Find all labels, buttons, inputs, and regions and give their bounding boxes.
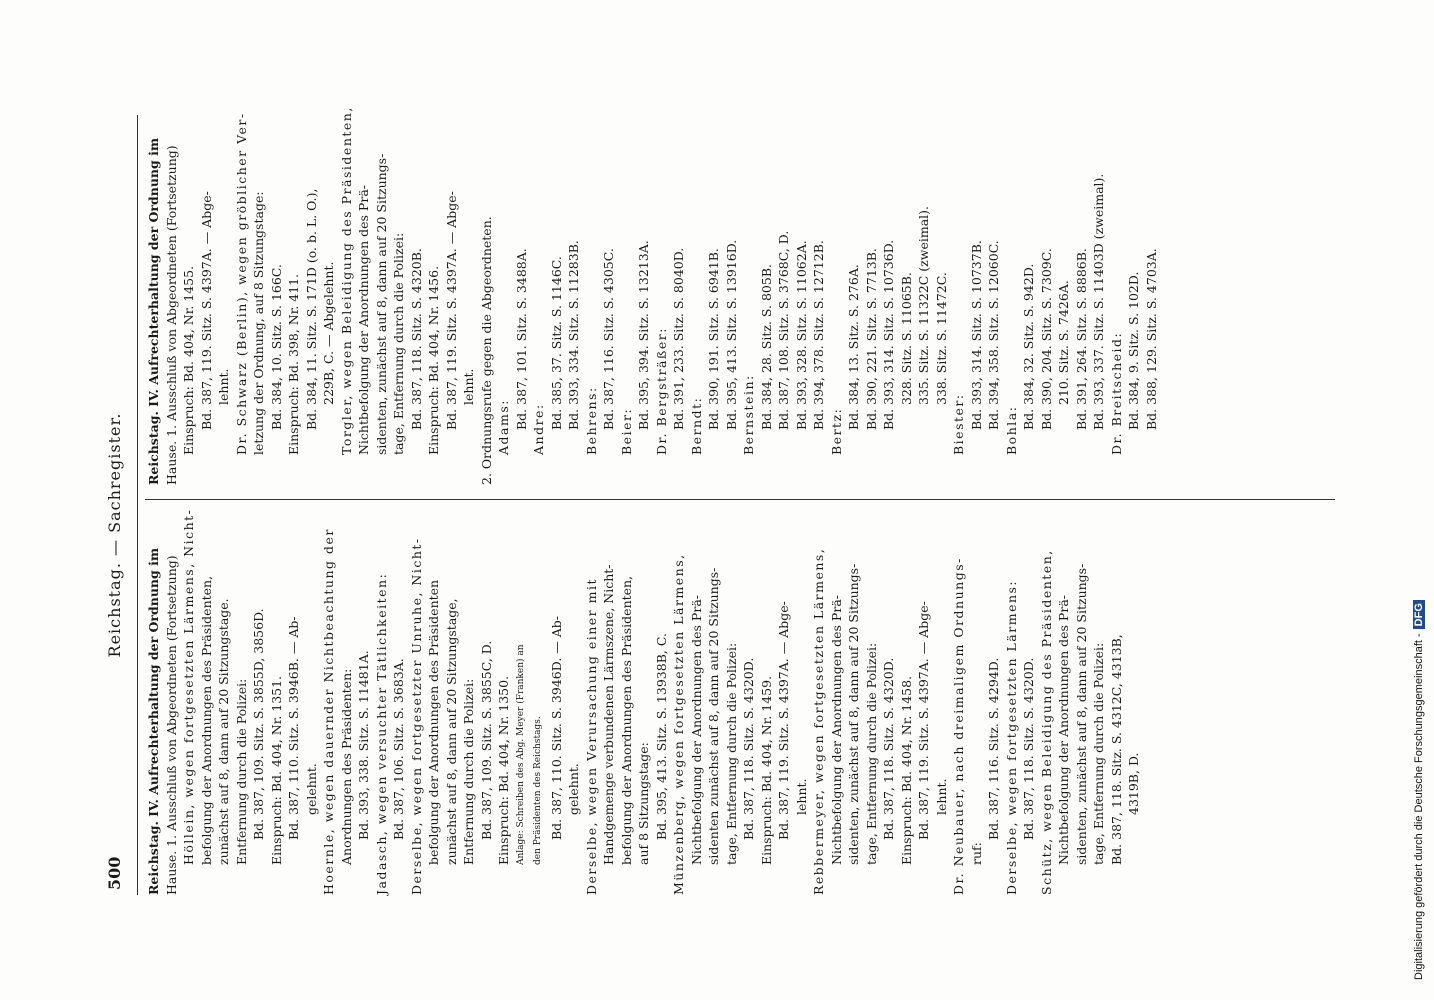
text-line: Bertz:	[828, 407, 844, 455]
text-line: gelehnt.	[566, 763, 581, 815]
text-line: Torgler, wegen Beleidigung des Präsidenten,	[338, 106, 354, 455]
rotated-page	[105, 85, 1375, 985]
text-line: Bd. 390, 221. Sitz. S. 7713B.	[863, 248, 879, 430]
text-line: Nichtbefolgung der Anordnungen des Prä-	[828, 595, 844, 865]
text-line: Bd. 387, 101. Sitz. S. 3488A.	[513, 248, 529, 430]
text-line: Beier:	[618, 407, 634, 455]
column-divider	[145, 499, 1335, 500]
text-line: Andre:	[531, 403, 546, 455]
text-line: Anlage: Schreiben des Abg. Meyer (Franken) an	[515, 644, 526, 865]
text-line: Bd. 387, 119. Sitz. S. 4397A. — Abge-	[776, 601, 791, 840]
text-line: lehnt.	[216, 368, 231, 405]
text-line: Schütz, wegen Beleidigung des Präsidenten,	[1038, 549, 1054, 895]
text-line: befolgung der Anordnungen des Präsidenten,	[618, 575, 634, 865]
text-line: Bd. 387, 108. Sitz. S. 3768C, D.	[776, 230, 791, 430]
text-line: Bohla:	[1003, 405, 1019, 455]
text-line: Bd. 387, 109. Sitz. S. 3855D, 3856D.	[251, 608, 266, 840]
text-line: auf 8 Sitzungstage:	[636, 742, 651, 865]
text-line: Nichtbefolgung der Anordnungen des Prä-	[688, 595, 704, 865]
text-line: Bd. 387, 109. Sitz. S. 3855C, D.	[478, 640, 494, 840]
text-line: Münzenberg, wegen fortgesetzten Lärmens,	[671, 553, 686, 895]
text-line: Bd. 387, 110. Sitz. S. 3946B. — Ab-	[286, 616, 301, 840]
text-line: Dr. Bergsträßer:	[653, 327, 669, 455]
text-line: Bd. 391, 233. Sitz. S. 8040D.	[671, 247, 686, 430]
text-line: befolgung der Anordnungen des Präsidenten	[426, 579, 441, 865]
text-line: Bd. 387, 118. Sitz. S. 4312C, 4313B,	[1108, 634, 1124, 865]
text-line: Bd. 385, 37. Sitz. S. 1146C.	[548, 256, 564, 430]
text-line: zunächst auf 8, dann auf 20 Sitzungstage.	[216, 598, 231, 865]
text-line: Bd. 387, 110. Sitz. S. 3946D. — Ab-	[548, 616, 564, 840]
text-line: Derselbe, wegen fortgesetzter Unruhe, Nicht-	[408, 537, 424, 895]
text-line: Dr. Schwarz (Berlin), wegen gröblicher Ver-	[233, 112, 249, 455]
text-line: Behrens:	[583, 386, 599, 455]
text-line: Einspruch: Bd. 404, Nr. 1459.	[758, 675, 774, 865]
text-line: tage, Entfernung durch die Polizei:	[1091, 642, 1106, 865]
text-line: Einspruch: Bd. 398, Nr. 411.	[286, 273, 301, 455]
text-line: Berndt:	[688, 396, 704, 455]
text-line: Bernstein:	[741, 374, 756, 455]
header-rule	[137, 115, 138, 895]
text-line: tage, Entfernung durch die Polizei:	[863, 642, 879, 865]
text-line: Nichtbefolgung der Anordnungen des Prä-	[356, 185, 371, 455]
text-line: sidenten zunächst auf 8, dann auf 20 Sitzungs-	[706, 567, 721, 865]
text-line: Bd. 387, 106. Sitz. S. 3683A.	[391, 658, 406, 840]
text-line: Bd. 393, 314. Sitz. S. 10737B.	[968, 240, 984, 430]
text-line: Bd. 387, 116. Sitz. S. 4294D.	[986, 657, 1001, 840]
text-line: Bd. 395, 394. Sitz. S. 13213A.	[636, 240, 651, 430]
page-number: 500	[105, 856, 124, 890]
text-line: Bd. 393, 328. Sitz. S. 11062A.	[793, 240, 809, 430]
text-line: Bd. 395, 413. Sitz. S. 13938B, C.	[653, 633, 669, 840]
text-line: Dr. Neubauer, nach dreimaligem Ordnungs-	[951, 557, 966, 895]
text-line: Einspruch: Bd. 404, Nr. 1458.	[898, 675, 914, 865]
text-line: sidenten, zunächst auf 8, dann auf 20 Sitzungs-	[846, 563, 861, 865]
text-line: Bd. 388, 129. Sitz. S. 4703A.	[1143, 248, 1159, 430]
text-line: Bd. 391, 264. Sitz. S. 8886B.	[1073, 248, 1089, 430]
text-line: Adams:	[496, 399, 511, 455]
text-line: Entfernung durch die Polizei:	[461, 678, 476, 865]
text-line: lehnt.	[933, 778, 949, 815]
text-line: Einspruch: Bd. 404, Nr. 1350.	[496, 675, 511, 865]
text-line: Bd. 390, 191. Sitz. S. 6941B.	[706, 248, 721, 430]
text-line: Bd. 387, 116. Sitz. S. 4305C.	[601, 248, 616, 430]
text-line: Handgemenge verbundenen Lärmszene, Nicht-	[601, 564, 616, 865]
text-line: Derselbe, wegen fortgesetzten Lärmens:	[1003, 579, 1019, 895]
text-line: Jadasch, wegen versuchter Tätlichkeiten:	[373, 572, 389, 895]
text-line: 2. Ordnungsrufe gegen die Abgeordneten.	[478, 216, 494, 485]
text-line: Bd. 387, 119. Sitz. S. 4397A. — Abge-	[443, 191, 459, 430]
text-line: Bd. 394, 378. Sitz. S. 12712B.	[811, 240, 826, 430]
text-line: Rebbermeyer, wegen fortgesetzten Lärmens,	[811, 547, 826, 895]
text-line: Einspruch: Bd. 404, Nr. 1351.	[268, 675, 284, 865]
text-line: Hause. 1. Ausschluß von Abgeordneten (Fortsetzung)	[163, 145, 179, 485]
text-line: gelehnt.	[303, 763, 319, 815]
text-line: tage, Entfernung durch die Polizei:	[391, 232, 406, 455]
text-line: Bd. 390, 204. Sitz. S. 7309C.	[1038, 248, 1054, 430]
text-line: Bd. 387, 118. Sitz. S. 4320D.	[881, 657, 896, 840]
text-line: Bd. 393, 337. Sitz. S. 11403D (zweimal).	[1091, 173, 1106, 430]
text-line: Anordnungen des Präsidenten:	[338, 668, 354, 865]
text-line: 338. Sitz. S. 11472C.	[933, 272, 949, 405]
text-line: Nichtbefolgung der Anordnungen des Prä-	[1056, 595, 1071, 865]
text-line: Bd. 387, 118. Sitz. S. 4320D.	[741, 657, 756, 840]
running-head	[105, 85, 135, 985]
text-line: lehnt.	[793, 778, 809, 815]
text-line: 335. Sitz. S. 11322C (zweimal).	[916, 206, 931, 405]
text-line: Dr. Breitscheid:	[1108, 331, 1124, 455]
left-column	[145, 505, 1143, 895]
right-column	[145, 85, 1160, 485]
text-line: Hause. 1. Ausschluß von Abgeordneten (Fortsetzung)	[163, 555, 179, 895]
text-line: Bd. 387, 119. Sitz. S. 4397A. — Abge-	[916, 601, 931, 840]
text-line: Bd. 393, 334. Sitz. S. 11283B.	[566, 240, 581, 430]
text-line: Bd. 387, 118. Sitz. S. 4320D.	[1021, 657, 1036, 840]
page-title: Reichstag. — Sachregister.	[105, 412, 124, 658]
text-line: tage, Entfernung durch die Polizei:	[723, 642, 739, 865]
text-line: ruf:	[968, 842, 984, 865]
text-line: Bd. 393, 314. Sitz. S. 10736D.	[881, 239, 896, 430]
text-line: 328. Sitz. S. 11065B.	[898, 272, 914, 405]
text-line: Bd. 394, 358. Sitz. S. 12060C.	[986, 240, 1001, 430]
text-line: Bd. 384, 9. Sitz. S. 102D.	[1126, 271, 1141, 430]
text-line: Entfernung durch die Polizei:	[233, 678, 249, 865]
text-line: Reichstag. IV. Aufrechterhaltung der Ordnung im	[146, 137, 161, 485]
text-line: sidenten, zunächst auf 8, dann auf 20 Sitzungs-	[373, 153, 389, 455]
text-line: 4319B, D.	[1126, 752, 1141, 815]
text-line: Bd. 387, 118. Sitz. S. 4320B.	[408, 248, 424, 430]
credit-text: Digitalisierung gefördert durch die Deutsche Forschungsgemeinschaft -	[1413, 633, 1425, 980]
text-line: Bd. 387, 119. Sitz. S. 4397A. — Abge-	[198, 191, 214, 430]
text-line: Biester:	[951, 393, 966, 455]
text-line: sidenten, zunächst auf 8, dann auf 20 Sitzungs-	[1073, 563, 1089, 865]
text-line: lehnt.	[461, 368, 476, 405]
text-line: Einspruch: Bd. 404, Nr. 1455.	[181, 265, 196, 455]
text-line: Einspruch: Bd. 404, Nr. 1456.	[426, 265, 441, 455]
digitization-credit	[1413, 600, 1425, 980]
text-line: 210. Sitz. S. 7426A.	[1056, 280, 1071, 405]
text-line: Derselbe, wegen Verursachung einer mit	[583, 577, 599, 895]
dfg-logo: DFG	[1413, 600, 1425, 629]
text-line: den Präsidenten des Reichstags.	[533, 716, 543, 865]
text-line: Bd. 384, 10. Sitz. S. 166C.	[268, 264, 284, 430]
text-line: Bd. 384, 13. Sitz. S. 276A.	[846, 264, 861, 430]
text-line: 229B, C. — Abgelehnt.	[321, 261, 336, 405]
text-line: Hoernle, wegen dauernder Nichtbeachtung der	[321, 528, 336, 895]
text-line: Bd. 384, 32. Sitz. S. 942D.	[1021, 263, 1036, 430]
text-line: Höllein, wegen fortgesetzten Lärmens, Nicht-	[181, 508, 196, 865]
text-line: Bd. 384, 11. Sitz. S. 171D (o. b. L. O.),	[303, 188, 319, 430]
text-line: letzung der Ordnung, auf 8 Sitzungstage:	[251, 191, 266, 455]
text-line: befolgung der Anordnungen des Präsidenten,	[198, 575, 214, 865]
text-line: Bd. 384, 28. Sitz. S. 805B.	[758, 264, 774, 430]
text-line: zunächst auf 8, dann auf 20 Sitzungstage,	[443, 598, 459, 865]
text-line: Reichstag. IV. Aufrechterhaltung der Ordnung im	[146, 547, 161, 895]
text-line: Bd. 393, 338. Sitz. S. 11481A.	[356, 650, 371, 840]
text-line: Bd. 395, 413. Sitz. S. 13916D.	[723, 239, 739, 430]
